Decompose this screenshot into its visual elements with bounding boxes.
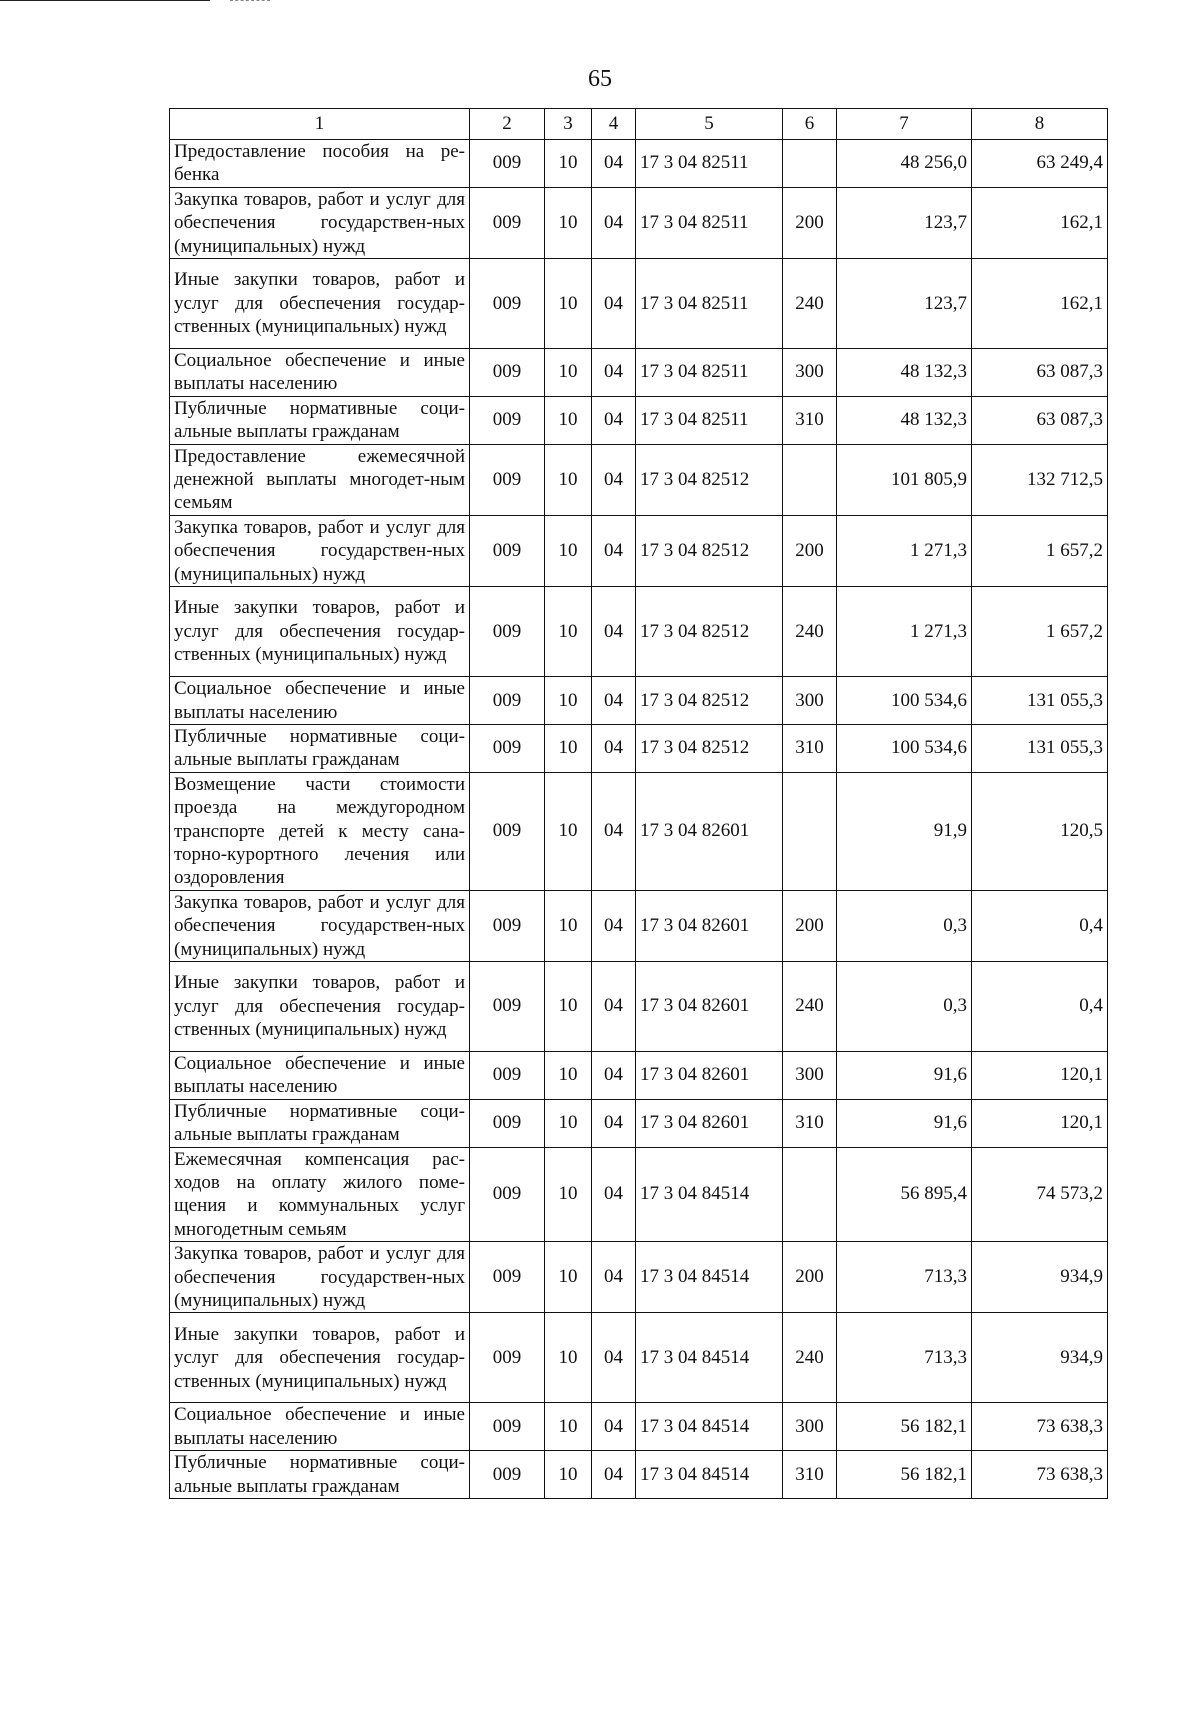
row-name-cell: Предоставление пособия на ре-бенка [170, 140, 470, 188]
row-target-article-cell: 17 3 04 82601 [636, 1051, 783, 1099]
row-amount-col7-cell: 1 271,3 [837, 587, 972, 677]
row-section-code-cell: 10 [545, 1147, 592, 1242]
row-admin-code-cell: 009 [470, 677, 545, 725]
row-amount-col8-cell: 120,5 [972, 772, 1108, 890]
row-amount-col7-cell: 100 534,6 [837, 724, 972, 772]
table-row [170, 677, 1108, 725]
row-target-article-cell: 17 3 04 82512 [636, 444, 783, 515]
row-subsection-code-cell: 04 [592, 890, 636, 961]
row-amount-col8-cell: 131 055,3 [972, 724, 1108, 772]
row-admin-code-cell: 009 [470, 187, 545, 258]
row-admin-code-cell: 009 [470, 587, 545, 677]
row-name-cell: Возмещение части стоимости проезда на междугородном транспорте детей к месту сана-торно-курортного лечения или оздоровления [170, 772, 470, 890]
row-amount-col7-cell: 48 256,0 [837, 140, 972, 188]
row-target-article-cell: 17 3 04 82511 [636, 259, 783, 349]
row-admin-code-cell: 009 [470, 1051, 545, 1099]
row-expense-type-cell: 310 [783, 396, 837, 444]
row-expense-type-cell: 310 [783, 1451, 837, 1499]
header-cell: 2 [470, 109, 545, 140]
row-subsection-code-cell: 04 [592, 1403, 636, 1451]
row-name-cell: Иные закупки товаров, работ и услуг для обеспечения государ-ственных (муниципальных) нужд [170, 259, 470, 349]
row-name-cell: Иные закупки товаров, работ и услуг для обеспечения государ-ственных (муниципальных) нужд [170, 587, 470, 677]
row-amount-col7-cell: 713,3 [837, 1313, 972, 1403]
row-amount-col7-cell: 91,9 [837, 772, 972, 890]
row-subsection-code-cell: 04 [592, 677, 636, 725]
table-row [170, 961, 1108, 1051]
row-section-code-cell: 10 [545, 772, 592, 890]
header-cell: 1 [170, 109, 470, 140]
row-name-cell: Публичные нормативные соци-альные выплаты гражданам [170, 1451, 470, 1499]
row-amount-col7-cell: 123,7 [837, 187, 972, 258]
row-name-cell: Социальное обеспечение и иные выплаты населению [170, 1403, 470, 1451]
row-target-article-cell: 17 3 04 82512 [636, 515, 783, 586]
row-subsection-code-cell: 04 [592, 1242, 636, 1313]
row-target-article-cell: 17 3 04 82511 [636, 349, 783, 397]
row-expense-type-cell: 240 [783, 587, 837, 677]
row-target-article-cell: 17 3 04 82601 [636, 890, 783, 961]
header-cell: 7 [837, 109, 972, 140]
row-expense-type-cell: 240 [783, 1313, 837, 1403]
table-row [170, 1051, 1108, 1099]
table-row [170, 444, 1108, 515]
row-admin-code-cell: 009 [470, 349, 545, 397]
row-amount-col7-cell: 0,3 [837, 961, 972, 1051]
table-row [170, 1313, 1108, 1403]
row-section-code-cell: 10 [545, 396, 592, 444]
table-row [170, 1147, 1108, 1242]
row-section-code-cell: 10 [545, 259, 592, 349]
row-name-cell: Предоставление ежемесячной денежной выплаты многодет-ным семьям [170, 444, 470, 515]
row-section-code-cell: 10 [545, 1451, 592, 1499]
row-target-article-cell: 17 3 04 82512 [636, 724, 783, 772]
row-subsection-code-cell: 04 [592, 349, 636, 397]
row-subsection-code-cell: 04 [592, 1313, 636, 1403]
budget-table [169, 108, 1108, 1499]
table-row [170, 259, 1108, 349]
header-cell: 3 [545, 109, 592, 140]
row-amount-col8-cell: 934,9 [972, 1313, 1108, 1403]
row-subsection-code-cell: 04 [592, 724, 636, 772]
row-amount-col8-cell: 63 087,3 [972, 349, 1108, 397]
row-amount-col8-cell: 63 249,4 [972, 140, 1108, 188]
row-amount-col7-cell: 56 182,1 [837, 1451, 972, 1499]
row-section-code-cell: 10 [545, 1403, 592, 1451]
row-section-code-cell: 10 [545, 444, 592, 515]
row-amount-col7-cell: 56 182,1 [837, 1403, 972, 1451]
row-admin-code-cell: 009 [470, 1403, 545, 1451]
row-amount-col7-cell: 91,6 [837, 1099, 972, 1147]
table-row [170, 1242, 1108, 1313]
table-row [170, 1099, 1108, 1147]
header-row [170, 109, 1108, 140]
row-target-article-cell: 17 3 04 84514 [636, 1147, 783, 1242]
header-cell: 6 [783, 109, 837, 140]
row-admin-code-cell: 009 [470, 1147, 545, 1242]
row-section-code-cell: 10 [545, 1313, 592, 1403]
row-subsection-code-cell: 04 [592, 444, 636, 515]
row-subsection-code-cell: 04 [592, 259, 636, 349]
header-cell: 4 [592, 109, 636, 140]
table-body [170, 140, 1108, 1499]
header-cell: 8 [972, 109, 1108, 140]
table-row [170, 515, 1108, 586]
row-admin-code-cell: 009 [470, 1242, 545, 1313]
row-amount-col8-cell: 162,1 [972, 259, 1108, 349]
row-admin-code-cell: 009 [470, 515, 545, 586]
row-subsection-code-cell: 04 [592, 961, 636, 1051]
row-name-cell: Иные закупки товаров, работ и услуг для обеспечения государ-ственных (муниципальных) нужд [170, 1313, 470, 1403]
row-expense-type-cell [783, 140, 837, 188]
row-amount-col8-cell: 0,4 [972, 961, 1108, 1051]
row-name-cell: Публичные нормативные соци-альные выплаты гражданам [170, 396, 470, 444]
table-row [170, 890, 1108, 961]
row-subsection-code-cell: 04 [592, 1051, 636, 1099]
header-cell: 5 [636, 109, 783, 140]
row-subsection-code-cell: 04 [592, 396, 636, 444]
row-expense-type-cell: 300 [783, 1403, 837, 1451]
row-name-cell: Закупка товаров, работ и услуг для обеспечения государствен-ных (муниципальных) нужд [170, 187, 470, 258]
row-target-article-cell: 17 3 04 84514 [636, 1451, 783, 1499]
row-subsection-code-cell: 04 [592, 1451, 636, 1499]
row-amount-col8-cell: 1 657,2 [972, 587, 1108, 677]
row-name-cell: Закупка товаров, работ и услуг для обеспечения государствен-ных (муниципальных) нужд [170, 515, 470, 586]
row-amount-col7-cell: 123,7 [837, 259, 972, 349]
row-amount-col8-cell: 0,4 [972, 890, 1108, 961]
table-row [170, 140, 1108, 188]
row-amount-col8-cell: 131 055,3 [972, 677, 1108, 725]
row-section-code-cell: 10 [545, 187, 592, 258]
row-expense-type-cell: 200 [783, 1242, 837, 1313]
row-subsection-code-cell: 04 [592, 140, 636, 188]
row-expense-type-cell: 310 [783, 724, 837, 772]
row-admin-code-cell: 009 [470, 1451, 545, 1499]
row-target-article-cell: 17 3 04 82511 [636, 140, 783, 188]
row-target-article-cell: 17 3 04 82511 [636, 187, 783, 258]
row-name-cell: Публичные нормативные соци-альные выплаты гражданам [170, 1099, 470, 1147]
row-amount-col7-cell: 100 534,6 [837, 677, 972, 725]
row-subsection-code-cell: 04 [592, 772, 636, 890]
row-target-article-cell: 17 3 04 84514 [636, 1403, 783, 1451]
row-amount-col7-cell: 1 271,3 [837, 515, 972, 586]
row-admin-code-cell: 009 [470, 259, 545, 349]
row-name-cell: Ежемесячная компенсация рас-ходов на оплату жилого поме-щения и коммунальных услуг многодетным семьям [170, 1147, 470, 1242]
row-amount-col8-cell: 934,9 [972, 1242, 1108, 1313]
row-target-article-cell: 17 3 04 82511 [636, 396, 783, 444]
table-row [170, 772, 1108, 890]
row-amount-col7-cell: 0,3 [837, 890, 972, 961]
table-row [170, 349, 1108, 397]
row-section-code-cell: 10 [545, 677, 592, 725]
row-target-article-cell: 17 3 04 84514 [636, 1242, 783, 1313]
row-subsection-code-cell: 04 [592, 187, 636, 258]
row-expense-type-cell: 300 [783, 349, 837, 397]
row-expense-type-cell: 300 [783, 1051, 837, 1099]
row-name-cell: Публичные нормативные соци-альные выплаты гражданам [170, 724, 470, 772]
row-section-code-cell: 10 [545, 961, 592, 1051]
row-section-code-cell: 10 [545, 1099, 592, 1147]
row-target-article-cell: 17 3 04 82601 [636, 961, 783, 1051]
row-admin-code-cell: 009 [470, 444, 545, 515]
row-expense-type-cell: 240 [783, 259, 837, 349]
scan-edge-dash [230, 0, 270, 1]
page-number: 65 [588, 66, 612, 92]
row-amount-col8-cell: 120,1 [972, 1099, 1108, 1147]
row-section-code-cell: 10 [545, 515, 592, 586]
row-admin-code-cell: 009 [470, 1313, 545, 1403]
row-subsection-code-cell: 04 [592, 1099, 636, 1147]
row-amount-col7-cell: 48 132,3 [837, 396, 972, 444]
row-expense-type-cell [783, 444, 837, 515]
row-expense-type-cell: 240 [783, 961, 837, 1051]
row-amount-col7-cell: 713,3 [837, 1242, 972, 1313]
row-admin-code-cell: 009 [470, 396, 545, 444]
row-amount-col8-cell: 1 657,2 [972, 515, 1108, 586]
row-expense-type-cell: 200 [783, 187, 837, 258]
row-section-code-cell: 10 [545, 1051, 592, 1099]
row-section-code-cell: 10 [545, 890, 592, 961]
table-row [170, 1403, 1108, 1451]
table-row [170, 396, 1108, 444]
row-admin-code-cell: 009 [470, 961, 545, 1051]
row-expense-type-cell: 200 [783, 515, 837, 586]
table-row [170, 1451, 1108, 1499]
row-expense-type-cell: 200 [783, 890, 837, 961]
row-name-cell: Закупка товаров, работ и услуг для обеспечения государствен-ных (муниципальных) нужд [170, 1242, 470, 1313]
row-target-article-cell: 17 3 04 82601 [636, 772, 783, 890]
row-admin-code-cell: 009 [470, 140, 545, 188]
row-admin-code-cell: 009 [470, 772, 545, 890]
row-expense-type-cell: 300 [783, 677, 837, 725]
row-name-cell: Закупка товаров, работ и услуг для обеспечения государствен-ных (муниципальных) нужд [170, 890, 470, 961]
row-amount-col7-cell: 56 895,4 [837, 1147, 972, 1242]
row-amount-col8-cell: 63 087,3 [972, 396, 1108, 444]
row-section-code-cell: 10 [545, 1242, 592, 1313]
table-row [170, 187, 1108, 258]
row-expense-type-cell [783, 1147, 837, 1242]
row-admin-code-cell: 009 [470, 890, 545, 961]
row-name-cell: Иные закупки товаров, работ и услуг для обеспечения государ-ственных (муниципальных) нужд [170, 961, 470, 1051]
row-name-cell: Социальное обеспечение и иные выплаты населению [170, 1051, 470, 1099]
row-name-cell: Социальное обеспечение и иные выплаты населению [170, 677, 470, 725]
row-amount-col8-cell: 162,1 [972, 187, 1108, 258]
row-amount-col7-cell: 101 805,9 [837, 444, 972, 515]
row-target-article-cell: 17 3 04 82512 [636, 587, 783, 677]
table-row [170, 724, 1108, 772]
row-amount-col7-cell: 48 132,3 [837, 349, 972, 397]
row-amount-col8-cell: 132 712,5 [972, 444, 1108, 515]
row-target-article-cell: 17 3 04 84514 [636, 1313, 783, 1403]
scan-edge-line [0, 0, 210, 1]
row-admin-code-cell: 009 [470, 724, 545, 772]
table-row [170, 587, 1108, 677]
row-subsection-code-cell: 04 [592, 587, 636, 677]
row-amount-col8-cell: 74 573,2 [972, 1147, 1108, 1242]
row-amount-col8-cell: 73 638,3 [972, 1451, 1108, 1499]
row-subsection-code-cell: 04 [592, 515, 636, 586]
row-subsection-code-cell: 04 [592, 1147, 636, 1242]
row-expense-type-cell: 310 [783, 1099, 837, 1147]
row-amount-col7-cell: 91,6 [837, 1051, 972, 1099]
row-amount-col8-cell: 73 638,3 [972, 1403, 1108, 1451]
row-section-code-cell: 10 [545, 587, 592, 677]
row-admin-code-cell: 009 [470, 1099, 545, 1147]
row-name-cell: Социальное обеспечение и иные выплаты населению [170, 349, 470, 397]
row-expense-type-cell [783, 772, 837, 890]
row-target-article-cell: 17 3 04 82601 [636, 1099, 783, 1147]
row-section-code-cell: 10 [545, 349, 592, 397]
row-section-code-cell: 10 [545, 724, 592, 772]
row-target-article-cell: 17 3 04 82512 [636, 677, 783, 725]
row-amount-col8-cell: 120,1 [972, 1051, 1108, 1099]
row-section-code-cell: 10 [545, 140, 592, 188]
